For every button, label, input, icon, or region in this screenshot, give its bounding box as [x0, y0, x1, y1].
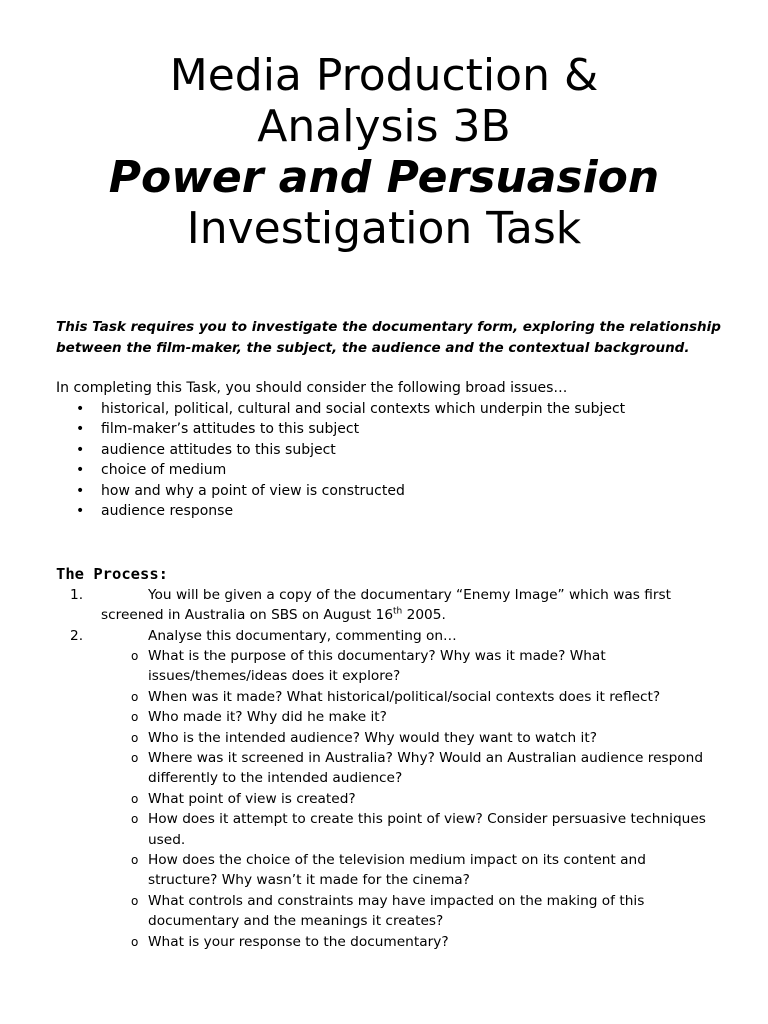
- list-item: o How does it attempt to create this point of view? Consider persuasive techniques used.: [131, 811, 706, 848]
- list-item: o When was it made? What historical/political/social contexts does it reflect?: [0, 687, 708, 707]
- circle-bullet-icon: o: [131, 893, 139, 908]
- title-line-4: Investigation Task: [186, 203, 582, 254]
- bullet-icon: •: [76, 421, 85, 438]
- circle-bullet-icon: o: [131, 649, 139, 663]
- list-item: • audience response: [0, 501, 625, 521]
- circle-bullet-icon: o: [131, 853, 139, 868]
- bullet-icon: •: [76, 462, 85, 479]
- analysis-questions-list: [0, 646, 708, 952]
- issues-lead: In completing this Task, you should consider the following broad issues…: [56, 380, 568, 396]
- circle-bullet-icon: o: [131, 751, 139, 766]
- list-item: o How does the choice of the television medium impact on its content and structure? Why wasn’t it made for the cinema?: [131, 852, 646, 889]
- ordinal-suffix: th: [393, 606, 403, 617]
- bullet-icon: •: [76, 401, 85, 417]
- bullet-icon: •: [76, 441, 85, 458]
- issues-list: [0, 399, 625, 521]
- list-item: o What is your response to the documentary?: [0, 932, 708, 952]
- circle-bullet-icon: o: [131, 710, 139, 725]
- circle-bullet-icon: o: [131, 730, 139, 745]
- step-2-text: Analyse this documentary, commenting on…: [148, 628, 457, 644]
- list-item: • choice of medium: [0, 460, 625, 480]
- list-item: o Where was it screened in Australia? Why? Would an Australian audience respond differently to the intended audience?: [131, 750, 704, 787]
- list-item: o What is the purpose of this documentary? Why was it made? What issues/themes/ideas does it explore?: [131, 648, 606, 685]
- title-line-1: Media Production &: [169, 50, 599, 101]
- title-block: [0, 50, 768, 254]
- step-number: 2.: [70, 628, 84, 644]
- title-line-emphasis: Power and Persuasion: [108, 152, 660, 203]
- step-1-text: [101, 585, 721, 626]
- process-heading: The Process:: [56, 565, 168, 583]
- list-item: o What point of view is created?: [0, 789, 708, 809]
- circle-bullet-icon: o: [131, 812, 139, 827]
- list-item: • how and why a point of view is constructed: [0, 481, 625, 501]
- step-1-line-1: You will be given a copy of the documentary “Enemy Image” which was first: [148, 587, 672, 603]
- circle-bullet-icon: o: [131, 791, 139, 806]
- circle-bullet-icon: o: [131, 689, 139, 704]
- list-item: o Who made it? Why did he make it?: [0, 707, 708, 727]
- list-item: • audience attitudes to this subject: [0, 440, 625, 460]
- list-item: o Who is the intended audience? Why would they want to watch it?: [0, 728, 708, 748]
- title-line-2: Analysis 3B: [257, 101, 511, 152]
- intro-paragraph: This Task requires you to investigate the documentary form, exploring the relationship between the film-maker, the subject, the audience and the contextual background.: [56, 319, 721, 356]
- list-item: • film-maker’s attitudes to this subject: [0, 419, 625, 439]
- step-number: 1.: [70, 587, 84, 603]
- list-item: o What controls and constraints may have impacted on the making of this documentary and the meanings it creates?: [131, 892, 645, 930]
- step-1-line-2: screened in Australia on SBS on August 16th 2005.: [101, 606, 446, 624]
- bullet-icon: •: [76, 503, 85, 520]
- circle-bullet-icon: o: [131, 934, 139, 949]
- list-item: • historical, political, cultural and social contexts which underpin the subject: [0, 399, 625, 419]
- bullet-icon: •: [76, 482, 85, 499]
